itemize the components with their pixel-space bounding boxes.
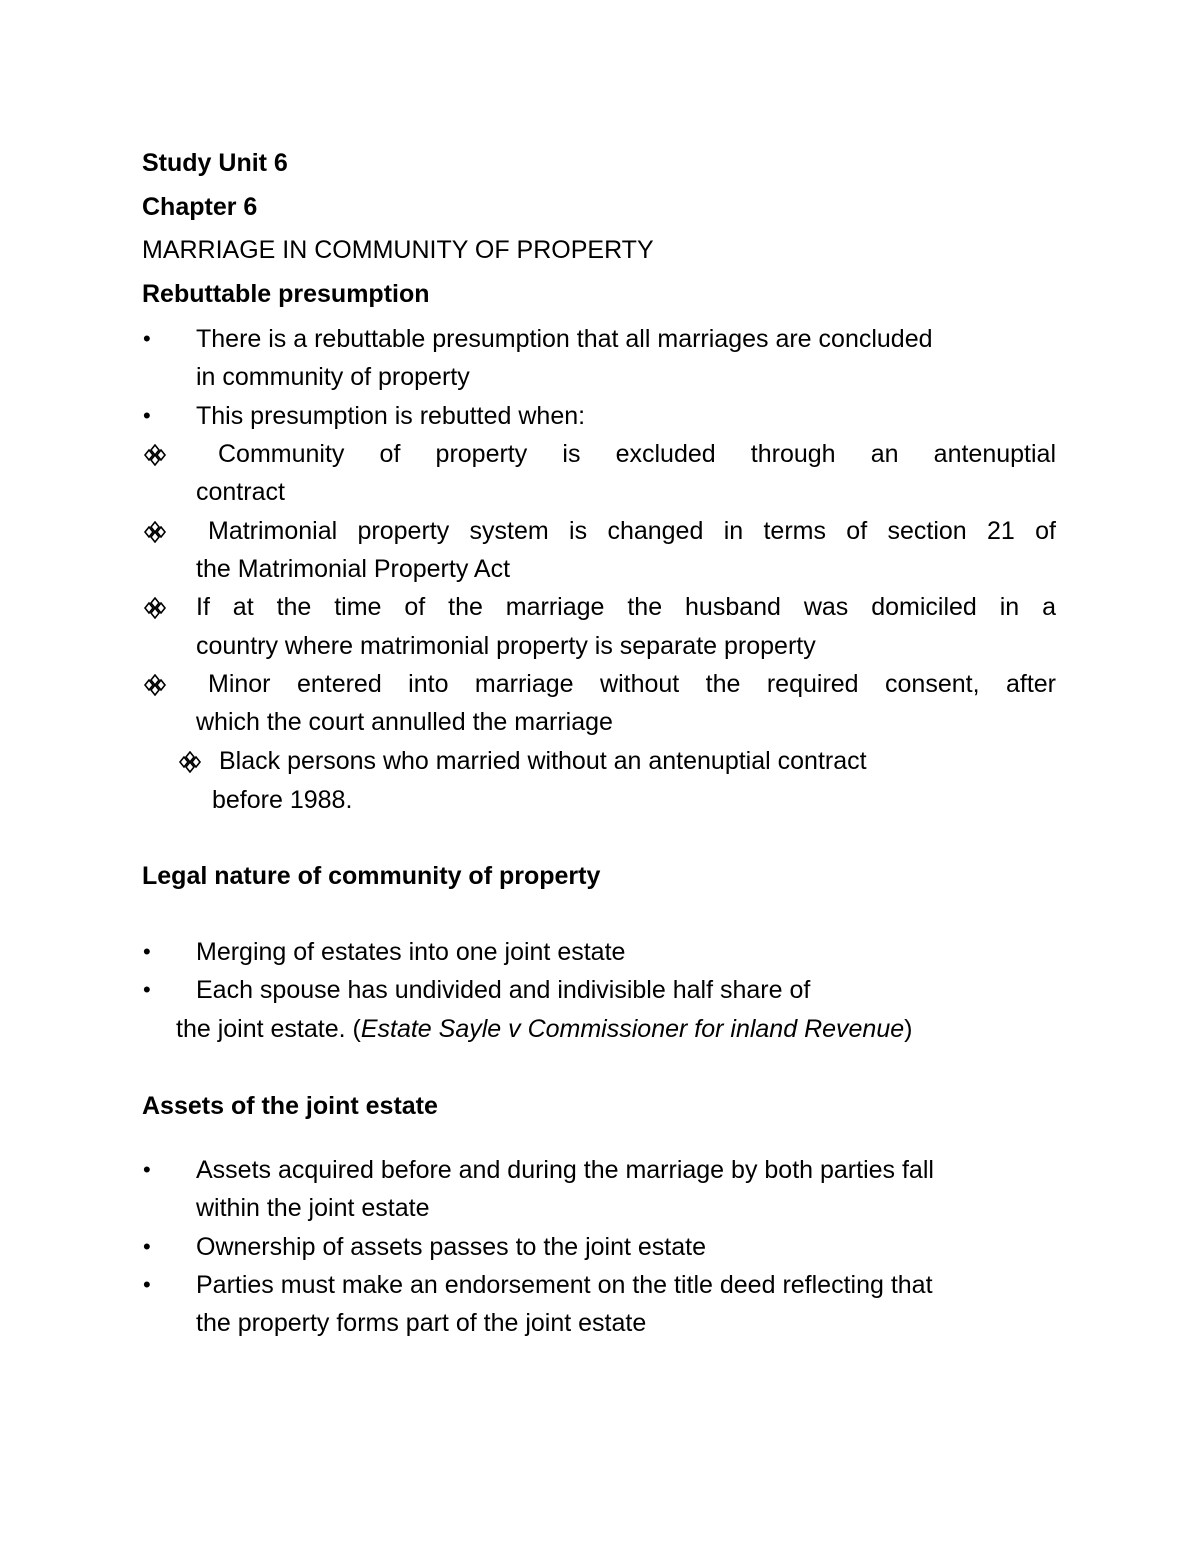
- list-item-line: Community of property is excluded through an antenuptial: [218, 440, 1056, 468]
- list-item-line: the property forms part of the joint estate: [196, 1309, 647, 1337]
- four-diamond-icon: [176, 751, 204, 773]
- chapter-heading: Chapter 6: [142, 193, 258, 221]
- list-item-line: There is a rebuttable presumption that all marriages are concluded: [196, 325, 933, 353]
- study-unit-heading: Study Unit 6: [142, 149, 288, 177]
- list-item-line: If at the time of the marriage the husband was domiciled in a: [196, 593, 1056, 621]
- citation-suffix: ): [904, 1015, 913, 1043]
- list-item-line: country where matrimonial property is separate property: [196, 632, 816, 660]
- four-diamond-icon: [141, 597, 169, 619]
- list-item-line: Each spouse has undivided and indivisible half share of: [196, 976, 811, 1004]
- four-diamond-icon: [141, 674, 169, 696]
- bullet-glyph: •: [143, 403, 151, 428]
- case-citation: Estate Sayle v Commissioner for inland Revenue: [360, 1015, 905, 1043]
- section-heading-rebuttable-presumption: Rebuttable presumption: [142, 280, 430, 308]
- list-item-line: within the joint estate: [196, 1194, 430, 1222]
- four-diamond-icon: [141, 444, 169, 466]
- section-heading-assets: Assets of the joint estate: [142, 1092, 438, 1120]
- section-heading-legal-nature: Legal nature of community of property: [142, 862, 601, 890]
- bullet-glyph: •: [143, 1234, 151, 1259]
- list-item-line: the Matrimonial Property Act: [196, 555, 511, 583]
- document-title: MARRIAGE IN COMMUNITY OF PROPERTY: [142, 236, 654, 264]
- list-item-line: which the court annulled the marriage: [196, 708, 613, 736]
- list-item-line: before 1988.: [212, 786, 353, 814]
- citation-prefix: the joint estate. (: [176, 1015, 361, 1043]
- list-item-line: Parties must make an endorsement on the title deed reflecting that: [196, 1271, 933, 1299]
- list-item-line: Matrimonial property system is changed in terms of section 21 of: [208, 517, 1056, 545]
- list-item-line: Minor entered into marriage without the required consent, after: [208, 670, 1056, 698]
- bullet-glyph: •: [143, 1157, 151, 1182]
- four-diamond-icon: [141, 521, 169, 543]
- list-item-line: Ownership of assets passes to the joint estate: [196, 1233, 706, 1261]
- list-item-line: Assets acquired before and during the marriage by both parties fall: [196, 1156, 934, 1184]
- list-item-line: This presumption is rebutted when:: [196, 402, 586, 430]
- list-item-line: in community of property: [196, 363, 470, 391]
- bullet-glyph: •: [143, 1272, 151, 1297]
- list-item-line: Black persons who married without an antenuptial contract: [219, 747, 867, 775]
- bullet-glyph: •: [143, 977, 151, 1002]
- list-item-line: contract: [196, 478, 285, 506]
- bullet-glyph: •: [143, 326, 151, 351]
- bullet-glyph: •: [143, 939, 151, 964]
- list-item-line-with-case-citation: [176, 1010, 912, 1048]
- list-item-line: Merging of estates into one joint estate: [196, 938, 626, 966]
